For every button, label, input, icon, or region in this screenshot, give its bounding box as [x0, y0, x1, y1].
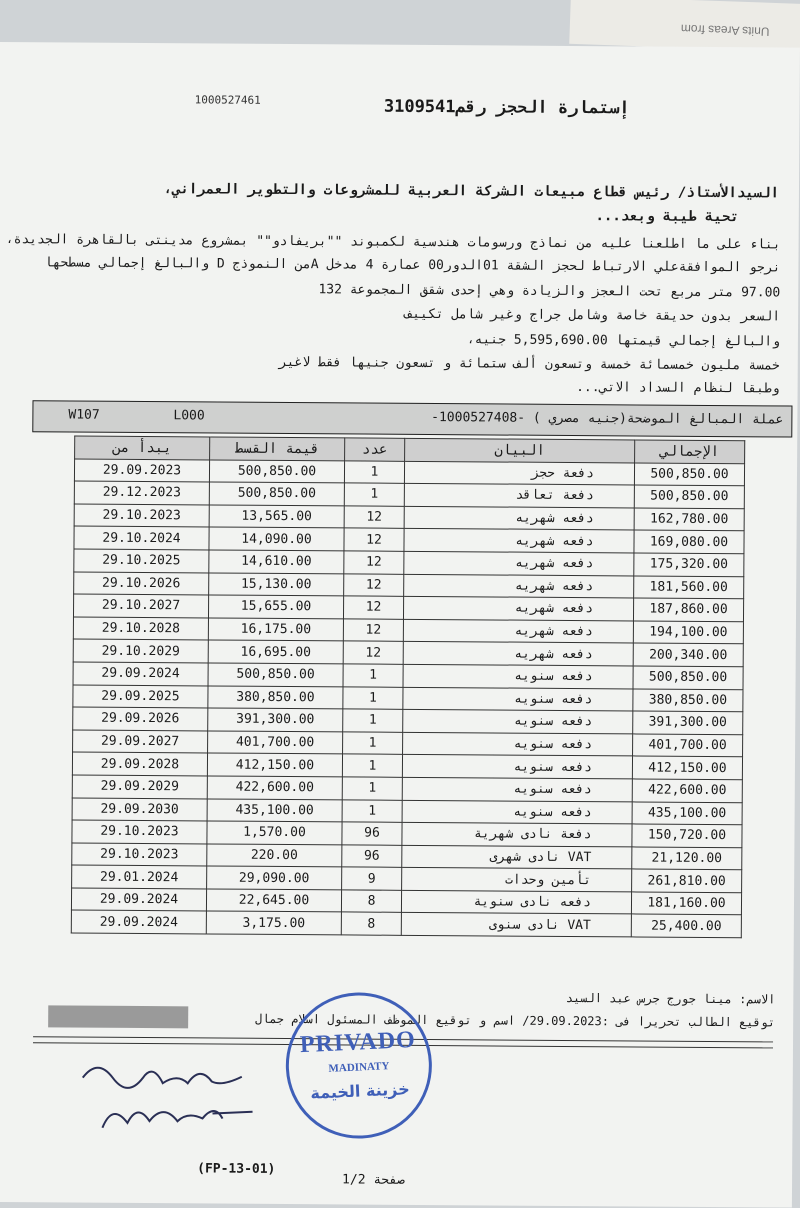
cell-start: 29.01.2024 — [72, 865, 207, 889]
cell-description: تأمين وحدات — [402, 868, 632, 892]
cell-count: 12 — [344, 528, 404, 551]
cell-start: 29.09.2028 — [72, 752, 207, 776]
cell-total: 25,400.00 — [631, 914, 741, 937]
cell-start: 29.12.2023 — [74, 481, 209, 505]
body-line-2: نرجو الموافقةعلي الارتباط لحجز الشقة 01الدور00 عمارة 4 مدخل Aمن النموذج D والبالغ إجمالي مسطحها — [44, 255, 781, 276]
cell-description: دفعه شهريه — [404, 574, 634, 598]
background-paper — [569, 0, 800, 52]
cell-installment: 3,175.00 — [206, 911, 341, 935]
header-total: الإجمالي — [635, 440, 745, 463]
header-start: يبدأ من — [75, 436, 210, 460]
page-number: صفحة 1/2 — [342, 1172, 405, 1188]
cell-total: 21,120.00 — [632, 847, 742, 870]
cell-description: VAT نادى سنوى — [401, 913, 631, 937]
cell-description: دفعه شهريه — [403, 619, 633, 643]
cell-total: 169,080.00 — [634, 530, 744, 553]
cell-description: دفعه شهريه — [404, 529, 634, 553]
cell-installment: 14,090.00 — [209, 527, 344, 551]
header-count: عدد — [345, 438, 405, 461]
cell-total: 391,300.00 — [633, 711, 743, 734]
cell-count: 1 — [342, 754, 402, 777]
body-line-3: 97.00 متر مربع تحت العجز والزيادة وهي إحدى شقق المجموعة 132 — [318, 282, 781, 301]
cell-total: 500,850.00 — [634, 485, 744, 508]
currency-left-code: W107 — [68, 407, 100, 423]
cell-total: 187,860.00 — [633, 598, 743, 621]
cell-description: VAT نادى شهرى — [402, 845, 632, 869]
form-id: (FP-13-01) — [197, 1161, 276, 1177]
cell-total: 401,700.00 — [633, 734, 743, 757]
cell-installment: 500,850.00 — [209, 460, 344, 484]
cell-description: دفعة تعاقد — [404, 484, 634, 508]
cell-total: 500,850.00 — [634, 463, 744, 486]
signature-line: توقيع الطالب تحريرا فى :29.09.2023/ اسم و توقيع الموظف المسئول اسلام جمال — [254, 1011, 776, 1030]
cell-start: 29.09.2030 — [72, 798, 207, 822]
cell-start: 29.09.2024 — [71, 910, 206, 934]
cell-description: دفعه نادى سنوية — [401, 890, 631, 914]
cell-installment: 220.00 — [207, 844, 342, 868]
cell-total: 194,100.00 — [633, 621, 743, 644]
cell-count: 1 — [342, 799, 402, 822]
reservation-form-page — [0, 42, 800, 1208]
cell-count: 8 — [341, 912, 401, 935]
table-body — [71, 459, 744, 938]
stamp-sub: MADINATY — [328, 1060, 390, 1075]
cell-start: 29.10.2023 — [72, 820, 207, 844]
cell-count: 12 — [343, 641, 403, 664]
cell-count: 12 — [344, 506, 404, 529]
cell-total: 175,320.00 — [634, 553, 744, 576]
cell-count: 96 — [342, 822, 402, 845]
cell-start: 29.09.2024 — [73, 662, 208, 686]
cell-description: دفعه شهريه — [403, 642, 633, 666]
cell-installment: 14,610.00 — [209, 550, 344, 574]
cell-installment: 16,695.00 — [208, 640, 343, 664]
addressee: السيدالأستاذ/ رئيس قطاع مبيعات الشركة العربية للمشروعات والتطوير العمراني، — [163, 181, 780, 202]
page-title: إستمارة الحجز رقم3109541 — [383, 96, 630, 119]
body-line-5: والبالغ إجمالي قيمتها 5,595,690.00 جنيه، — [466, 332, 780, 350]
cell-installment: 16,175.00 — [208, 618, 343, 642]
cell-description: دفعه سنويه — [403, 687, 633, 711]
cell-count: 8 — [341, 890, 401, 913]
cell-count: 12 — [344, 573, 404, 596]
body-line-6: خمسة مليون خمسمائة خمسة وتسعون ألف ستمائة و تسعون جنيها فقط لاغير — [278, 354, 780, 374]
cell-installment: 435,100.00 — [207, 798, 342, 822]
stamp-arabic: خزينة الخيمة — [309, 1079, 411, 1103]
cell-description: دفعه شهريه — [404, 506, 634, 530]
cell-start: 29.09.2024 — [71, 888, 206, 912]
cell-description: دفعه شهريه — [403, 596, 633, 620]
cell-count: 1 — [343, 664, 403, 687]
cell-installment: 13,565.00 — [209, 505, 344, 529]
table-row — [71, 910, 741, 937]
cell-installment: 22,645.00 — [206, 889, 341, 913]
redacted-field — [48, 1005, 188, 1028]
cell-start: 29.10.2029 — [73, 639, 208, 663]
cell-start: 29.10.2023 — [72, 843, 207, 867]
greeting: تحية طيبة وبعد... — [595, 208, 739, 226]
cell-total: 500,850.00 — [633, 666, 743, 689]
cell-installment: 401,700.00 — [208, 731, 343, 755]
cell-total: 181,160.00 — [631, 892, 741, 915]
cell-total: 261,810.00 — [632, 869, 742, 892]
cell-total: 150,720.00 — [632, 824, 742, 847]
cell-start: 29.10.2026 — [74, 572, 209, 596]
cell-count: 1 — [344, 461, 404, 484]
cell-start: 29.09.2029 — [72, 775, 207, 799]
cell-total: 412,150.00 — [632, 756, 742, 779]
cell-count: 12 — [344, 551, 404, 574]
body-line-7: وطبقا لنظام السداد الاتي... — [576, 380, 780, 397]
cell-count: 1 — [344, 483, 404, 506]
cell-start: 29.10.2028 — [73, 617, 208, 641]
cell-description: دفعه سنويه — [403, 664, 633, 688]
cell-installment: 29,090.00 — [207, 866, 342, 890]
cell-installment: 500,850.00 — [209, 482, 344, 506]
cell-start: 29.10.2024 — [74, 526, 209, 550]
cell-start: 29.10.2023 — [74, 504, 209, 528]
document-number: 1000527461 — [194, 93, 261, 107]
body-line-4: السعر بدون حديقة خاصة وشامل جراج وغير شامل تكييف — [404, 306, 781, 325]
cell-installment: 380,850.00 — [208, 685, 343, 709]
cell-installment: 500,850.00 — [208, 663, 343, 687]
cell-count: 9 — [342, 867, 402, 890]
cell-description: دفعة حجز — [404, 461, 634, 485]
body-line-1: بناء على ما اطلعنا عليه من نماذج ورسومات هندسية لكمبوند ""بريفادو"" بمشروع مدينتى بالقاهرة الجديدة، — [5, 232, 781, 253]
cell-description: دفعه سنويه — [403, 732, 633, 756]
cell-installment: 412,150.00 — [207, 753, 342, 777]
cell-total: 422,600.00 — [632, 779, 742, 802]
currency-description: عملة المبالغ الموضحة(جنيه مصري ) -1000527408- — [431, 410, 784, 428]
cell-count: 1 — [343, 709, 403, 732]
cell-description: دفعه سنويه — [402, 777, 632, 801]
background-note: Units Areas from — [680, 21, 771, 39]
applicant-name: الاسم: مينا جورج جرس عبد السيد — [565, 990, 776, 1007]
cell-count: 12 — [343, 619, 403, 642]
cell-start: 29.09.2026 — [73, 707, 208, 731]
cell-description: دفعه سنويه — [402, 755, 632, 779]
cell-total: 162,780.00 — [634, 508, 744, 531]
header-installment: قيمة القسط — [210, 437, 345, 461]
cell-installment: 391,300.00 — [208, 708, 343, 732]
currency-middle-code: L000 — [173, 408, 205, 424]
cell-count: 96 — [342, 845, 402, 868]
cell-count: 12 — [343, 596, 403, 619]
cell-total: 181,560.00 — [634, 576, 744, 599]
header-description: البيان — [405, 438, 635, 462]
cell-installment: 15,655.00 — [208, 595, 343, 619]
cell-total: 380,850.00 — [633, 688, 743, 711]
cell-description: دفعه سنويه — [403, 709, 633, 733]
cell-start: 29.09.2023 — [74, 459, 209, 483]
cell-count: 1 — [342, 777, 402, 800]
cell-installment: 422,600.00 — [207, 776, 342, 800]
cell-installment: 15,130.00 — [209, 573, 344, 597]
cell-description: دفعه شهريه — [404, 551, 634, 575]
stamp-brand: PRIVADO — [299, 1026, 417, 1059]
cell-count: 1 — [343, 686, 403, 709]
cell-installment: 1,570.00 — [207, 821, 342, 845]
cell-start: 29.10.2025 — [74, 549, 209, 573]
handwritten-signature — [72, 1053, 273, 1144]
cell-count: 1 — [343, 732, 403, 755]
cell-total: 435,100.00 — [632, 801, 742, 824]
cell-description: دفعه سنويه — [402, 800, 632, 824]
payment-schedule-table — [71, 436, 745, 939]
currency-header — [32, 400, 792, 437]
cell-total: 200,340.00 — [633, 643, 743, 666]
cell-start: 29.10.2027 — [73, 594, 208, 618]
cell-description: دفعة نادى شهرية — [402, 822, 632, 846]
cell-start: 29.09.2027 — [73, 730, 208, 754]
cell-start: 29.09.2025 — [73, 685, 208, 709]
